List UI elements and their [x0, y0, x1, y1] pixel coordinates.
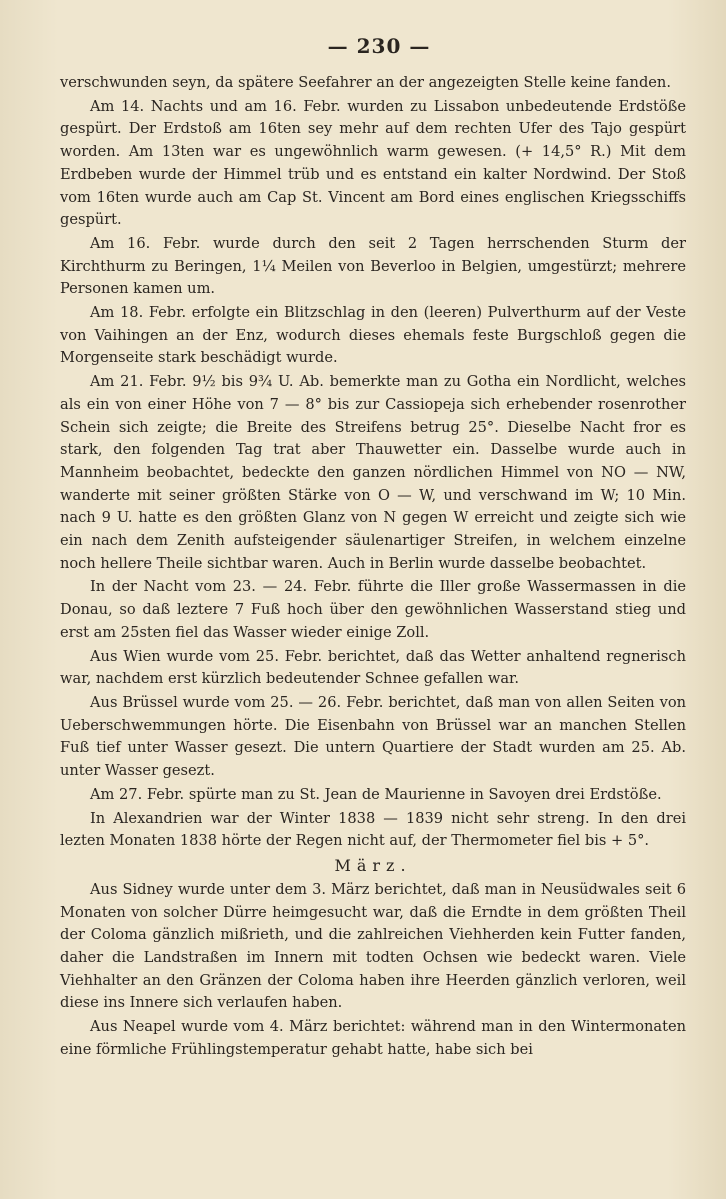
paragraph-6: In der Nacht vom 23. — 24. Febr. führte die Iller große Wassermassen in die Donau, so daß leztere 7 Fuß hoch über den gewöhnlichen Wasserstand stieg und erst am 25sten fiel das Wasser wieder einige Zoll.	[60, 578, 686, 641]
month-heading: März.	[334, 855, 412, 875]
paragraph-10: In Alexandrien war der Winter 1838 — 1839 nicht sehr streng. In den drei lezten Monaten 1838 hörte der Regen nicht auf, der Thermometer fiel bis + 5°.	[60, 809, 686, 850]
paragraph-3: Am 16. Febr. wurde durch den seit 2 Tagen herrschenden Sturm der Kirchthurm zu Beringen, 1¼ Meilen von Beverloo in Belgien, umgestürzt; mehrere Personen kamen um.	[60, 234, 686, 298]
paragraph-1: verschwunden seyn, da spätere Seefahrer an der angezeigten Stelle keine fanden.	[60, 74, 671, 91]
paragraph-12: Aus Neapel wurde vom 4. März berichtet: während man in den Wintermonaten eine förmliche Frühlingstemperatur gehabt hatte, habe sich bei	[60, 1018, 686, 1058]
paragraph-5: Am 21. Febr. 9½ bis 9¾ U. Ab. bemerkte man zu Gotha ein Nordlicht, welches als ein von einer Höhe von 7 — 8° bis zur Cassiopeja sich erhebender rosenrother Schein sich zeigte; die Breite des Streifens betrug 25°. Dieselbe Nacht fror es stark, den folgenden Tag trat aber Thauwetter ein. Dasselbe wurde auch in Mannheim beobachtet, bedeckte den ganzen nördlichen Himmel von NO — NW, wanderte mit seiner größten Stärke von O — W, und verschwand im W; 10 Min. nach 9 U. hatte es den größten Glanz von N gegen W erreicht und zeigte sich wie ein nach dem Zenith aufsteigender säulenartiger Streifen, in welchem einzelne noch hellere Theile sichtbar waren. Auch in Berlin wurde dasselbe beobachtet.	[60, 373, 686, 572]
paragraph-7: Aus Wien wurde vom 25. Febr. berichtet, daß das Wetter anhaltend regnerisch war, nachdem erst kürzlich bedeutender Schnee gefallen war.	[60, 647, 686, 688]
paragraph-9: Am 27. Febr. spürte man zu St. Jean de Maurienne in Savoyen drei Erdstöße.	[90, 785, 662, 803]
paragraph-11: Aus Sidney wurde unter dem 3. März berichtet, daß man in Neusüdwales seit 6 Monaten von solcher Dürre heimgesucht war, daß die Erndte in dem größten Theil der Coloma gänzlich mißrieth, und die zahlreichen Viehherden kein Futter fanden, daher die Landstraßen im Innern mit todten Ochsen wie bedeckt waren. Viele Viehhalter an den Gränzen der Coloma haben ihre Heerden gänzlich verloren, weil diese ins Innere sich verlaufen haben.	[60, 880, 686, 1012]
paragraph-2: Am 14. Nachts und am 16. Febr. wurden zu Lissabon unbedeutende Erdstöße gespürt. Der Erdstoß am 16ten sey mehr auf dem rechten Ufer des Tajo gespürt worden. Am 13ten war es ungewöhnlich warm gewesen. (+ 14,5° R.) Mit dem Erdbeben wurde der Himmel trüb und es entstand ein kalter Nordwind. Der Stoß vom 16ten wurde auch am Cap St. Vincent am Bord eines englischen Kriegsschiffs gespürt.	[60, 97, 686, 229]
paragraph-8: Aus Brüssel wurde vom 25. — 26. Febr. berichtet, daß man von allen Seiten von Ueberschwemmungen hörte. Die Eisenbahn von Brüssel war an manchen Stellen Fuß tief unter Wasser gesezt. Die untern Quartiere der Stadt wurden am 25. Ab. unter Wasser gesezt.	[60, 693, 686, 780]
page-number: — 230 —	[327, 34, 431, 58]
paragraph-4: Am 18. Febr. erfolgte ein Blitzschlag in den (leeren) Pulverthurm auf der Veste von Vaihingen an der Enz, wodurch dieses ehemals feste Burgschloß gegen die Morgenseite stark beschädigt wurde.	[60, 304, 686, 367]
